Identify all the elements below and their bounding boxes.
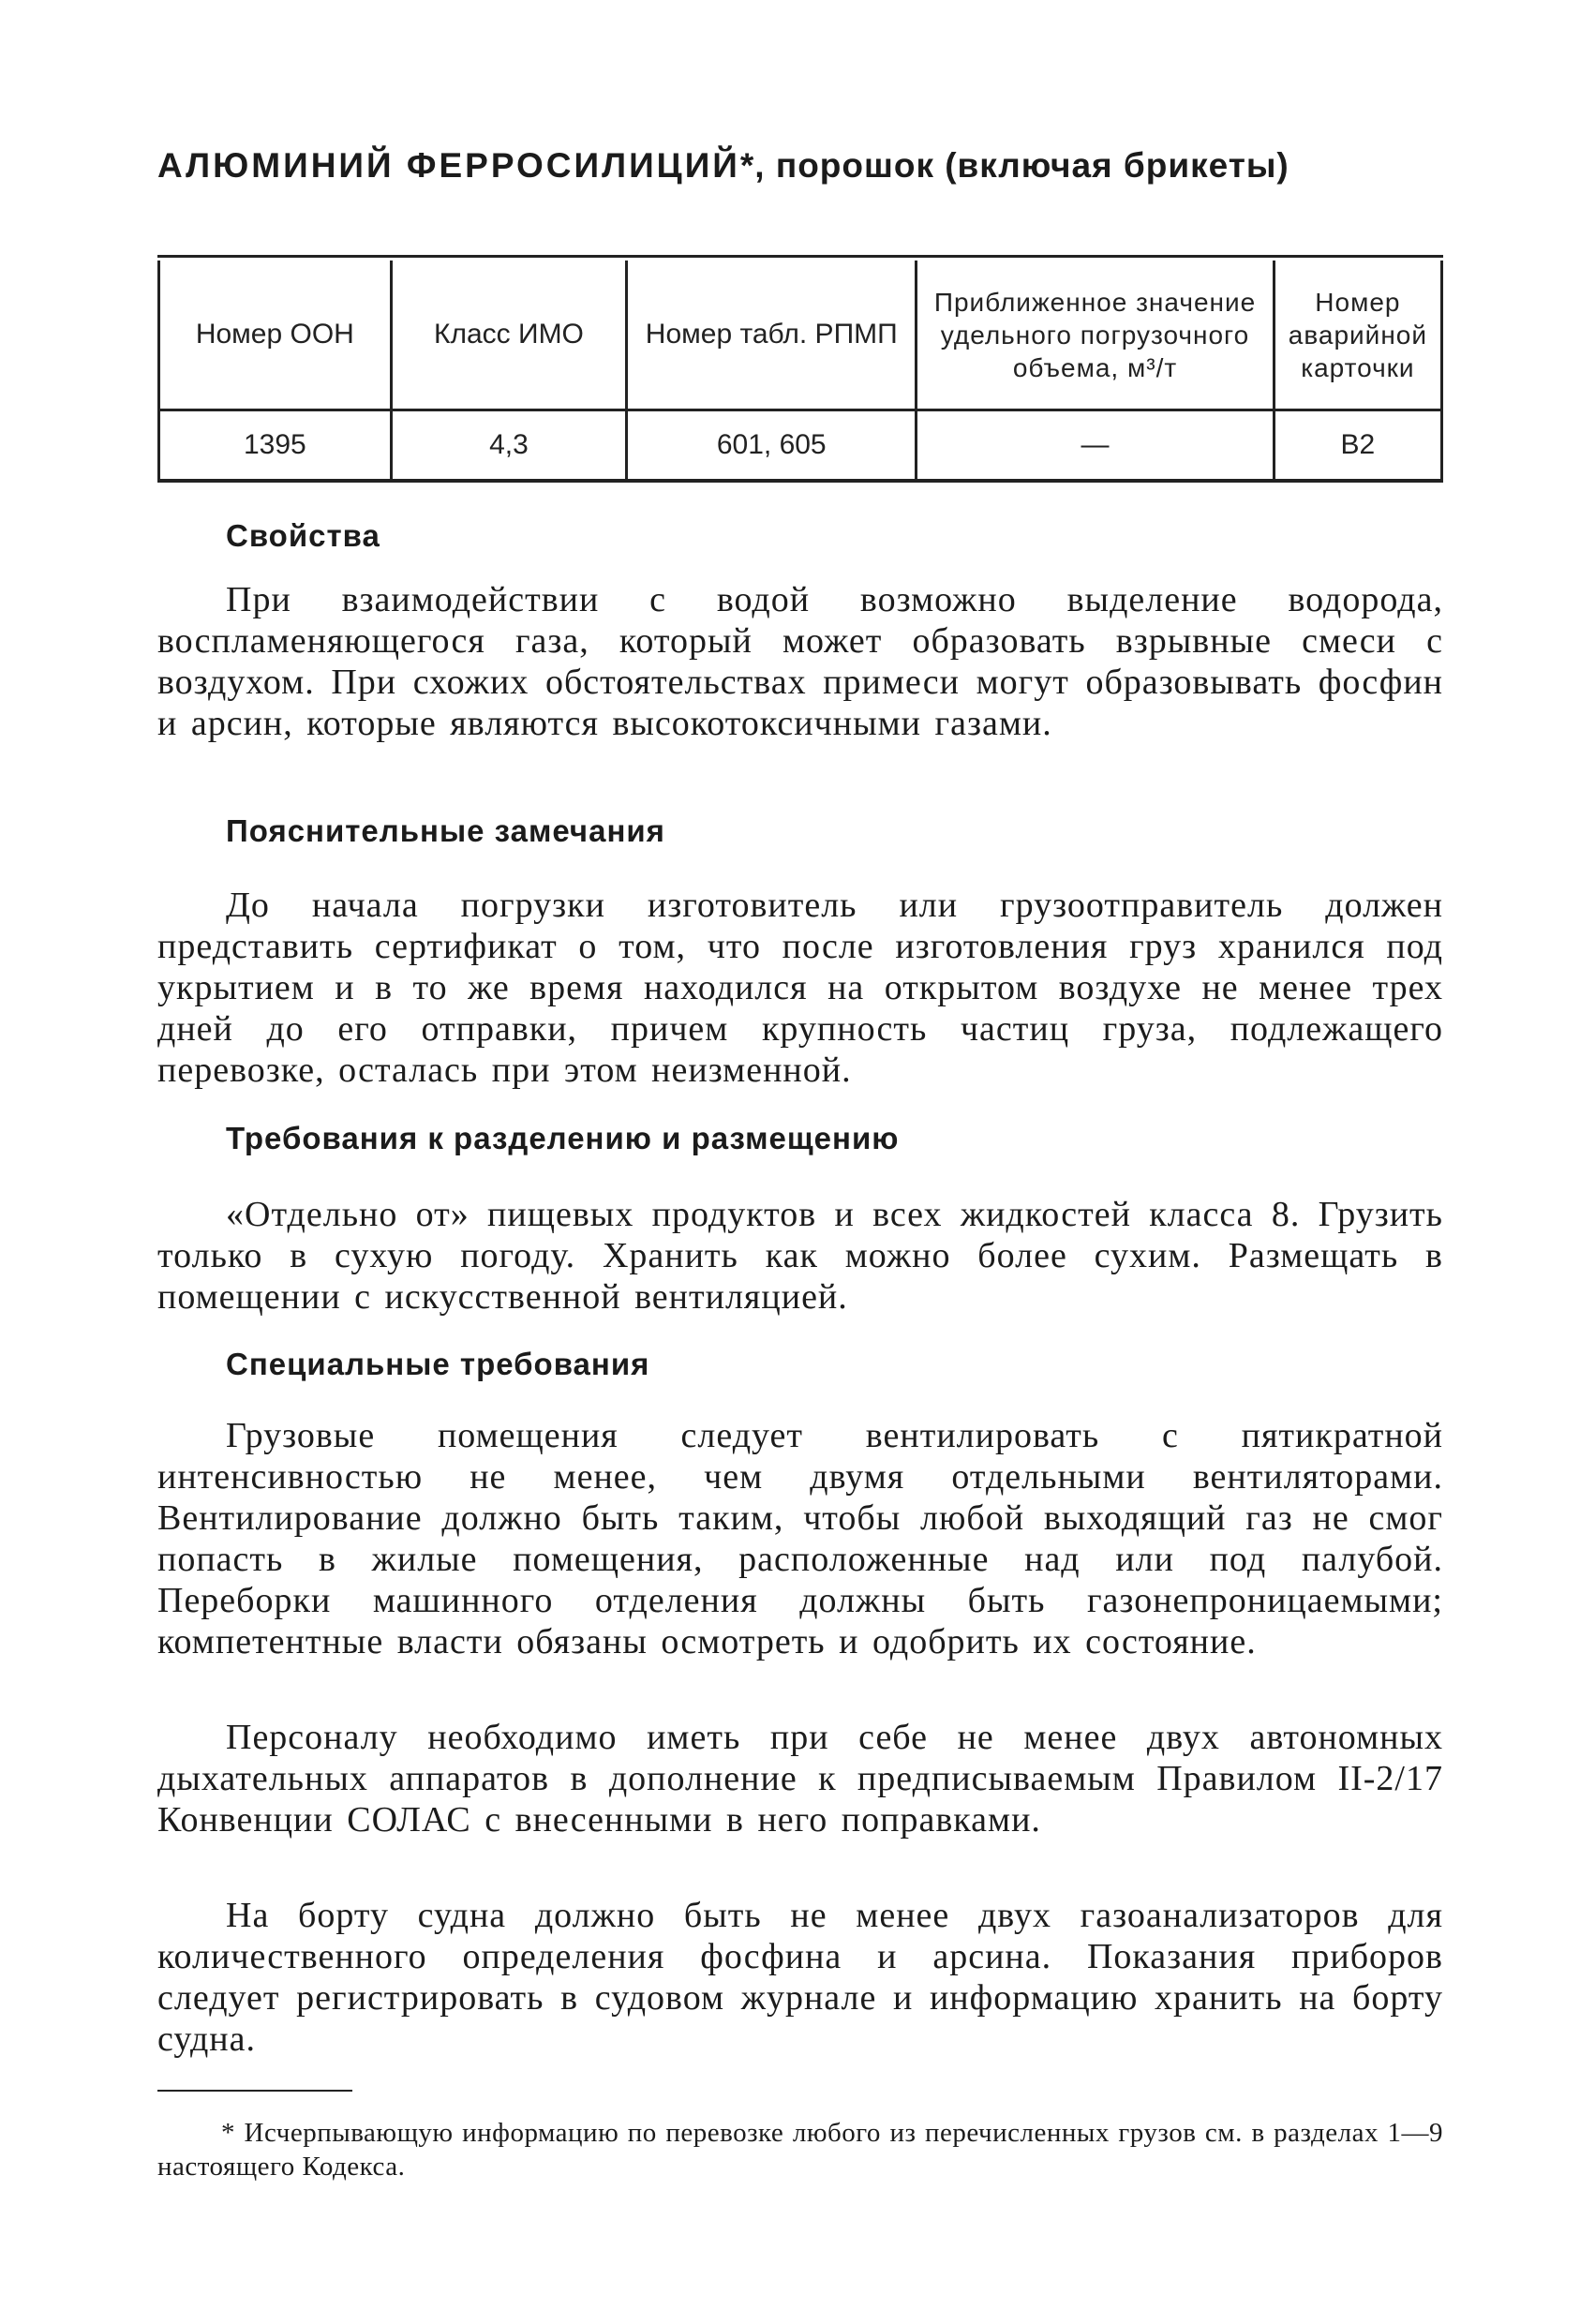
footnote-rule bbox=[157, 2090, 352, 2092]
special-text-1: Грузовые помещения следует вентилировать с пятикратной интенсивностью не менее, чем двумя отдельными вентиляторами. Вентилирование должно быть таким, чтобы любой выходящий газ не смог попасть в жилые помещения, расположенные над или под палубой. Переборки машинного отделения должны быть газонепроницаемыми; компетентные власти обязаны осмотреть и одобрить их состояние. bbox=[157, 1416, 1443, 1661]
cargo-spec-table bbox=[157, 261, 1443, 479]
cargo-title-main: АЛЮМИНИЙ ФЕРРОСИЛИЦИЙ bbox=[157, 146, 740, 185]
notes-heading: Пояснительные замечания bbox=[226, 813, 665, 848]
header-table-number: Номер табл. РПМП bbox=[627, 261, 917, 410]
segregation-text: «Отдельно от» пищевых продуктов и всех жидкостей класса 8. Грузить только в сухую погоду. Хранить как можно более сухим. Размещать в помещении с искусственной вентиляцией. bbox=[157, 1195, 1443, 1317]
footnote: * Исчерпывающую информацию по перевозке любого из перечисленных грузов см. в разделах 1—9 настоящего Кодекса. bbox=[157, 2118, 1443, 2182]
cargo-title bbox=[157, 141, 1443, 191]
cell-imo-class: 4,3 bbox=[391, 410, 627, 480]
cell-table-number: 601, 605 bbox=[627, 410, 917, 480]
table-row bbox=[159, 410, 1442, 480]
special-text-2: Персоналу необходимо иметь при себе не менее двух автономных дыхательных аппаратов в дополнение к предписываемым Правилом II-2/17 Конвенции СОЛАС с внесенными в него поправками. bbox=[157, 1718, 1443, 1840]
header-imo-class: Класс ИМО bbox=[391, 261, 627, 410]
segregation-heading: Требования к разделению и размещению bbox=[226, 1121, 900, 1155]
cargo-title-rest: *, порошок (включая брикеты) bbox=[739, 146, 1289, 185]
header-emergency-card: Номер аварийной карточки bbox=[1274, 261, 1441, 410]
properties-heading: Свойства bbox=[226, 518, 380, 553]
special-text-3: На борту судна должно быть не менее двух газоанализаторов для количественного определения фосфина и арсина. Показания приборов следует регистрировать в судовом журнале и информацию хранить на борту судна. bbox=[157, 1896, 1443, 2059]
properties-text: При взаимодействии с водой возможно выделение водорода, воспламеняющегося газа, который может образовать взрывные смеси с воздухом. При схожих обстоятельствах примеси могут образовывать фосфин и арсин, которые являются высокотоксичными газами. bbox=[157, 580, 1443, 743]
notes-text: До начала погрузки изготовитель или грузоотправитель должен представить сертификат о том, что после изготовления груз хранился под укрытием и в то же время находился на открытом воздухе не менее трех дней до его отправки, причем крупность частиц груза, подлежащего перевозке, осталась при этом неизменной. bbox=[157, 886, 1443, 1090]
header-stowage-factor: Приближенное значение удельного погрузочного объема, м³/т bbox=[917, 261, 1275, 410]
special-heading: Специальные требования bbox=[226, 1347, 650, 1381]
table-bottom-rule bbox=[157, 479, 1443, 483]
cell-stowage-factor: — bbox=[917, 410, 1275, 480]
table-top-rule bbox=[157, 255, 1443, 258]
cell-emergency-card: В2 bbox=[1274, 410, 1441, 480]
cell-un-number: 1395 bbox=[159, 410, 392, 480]
header-un-number: Номер ООН bbox=[159, 261, 392, 410]
